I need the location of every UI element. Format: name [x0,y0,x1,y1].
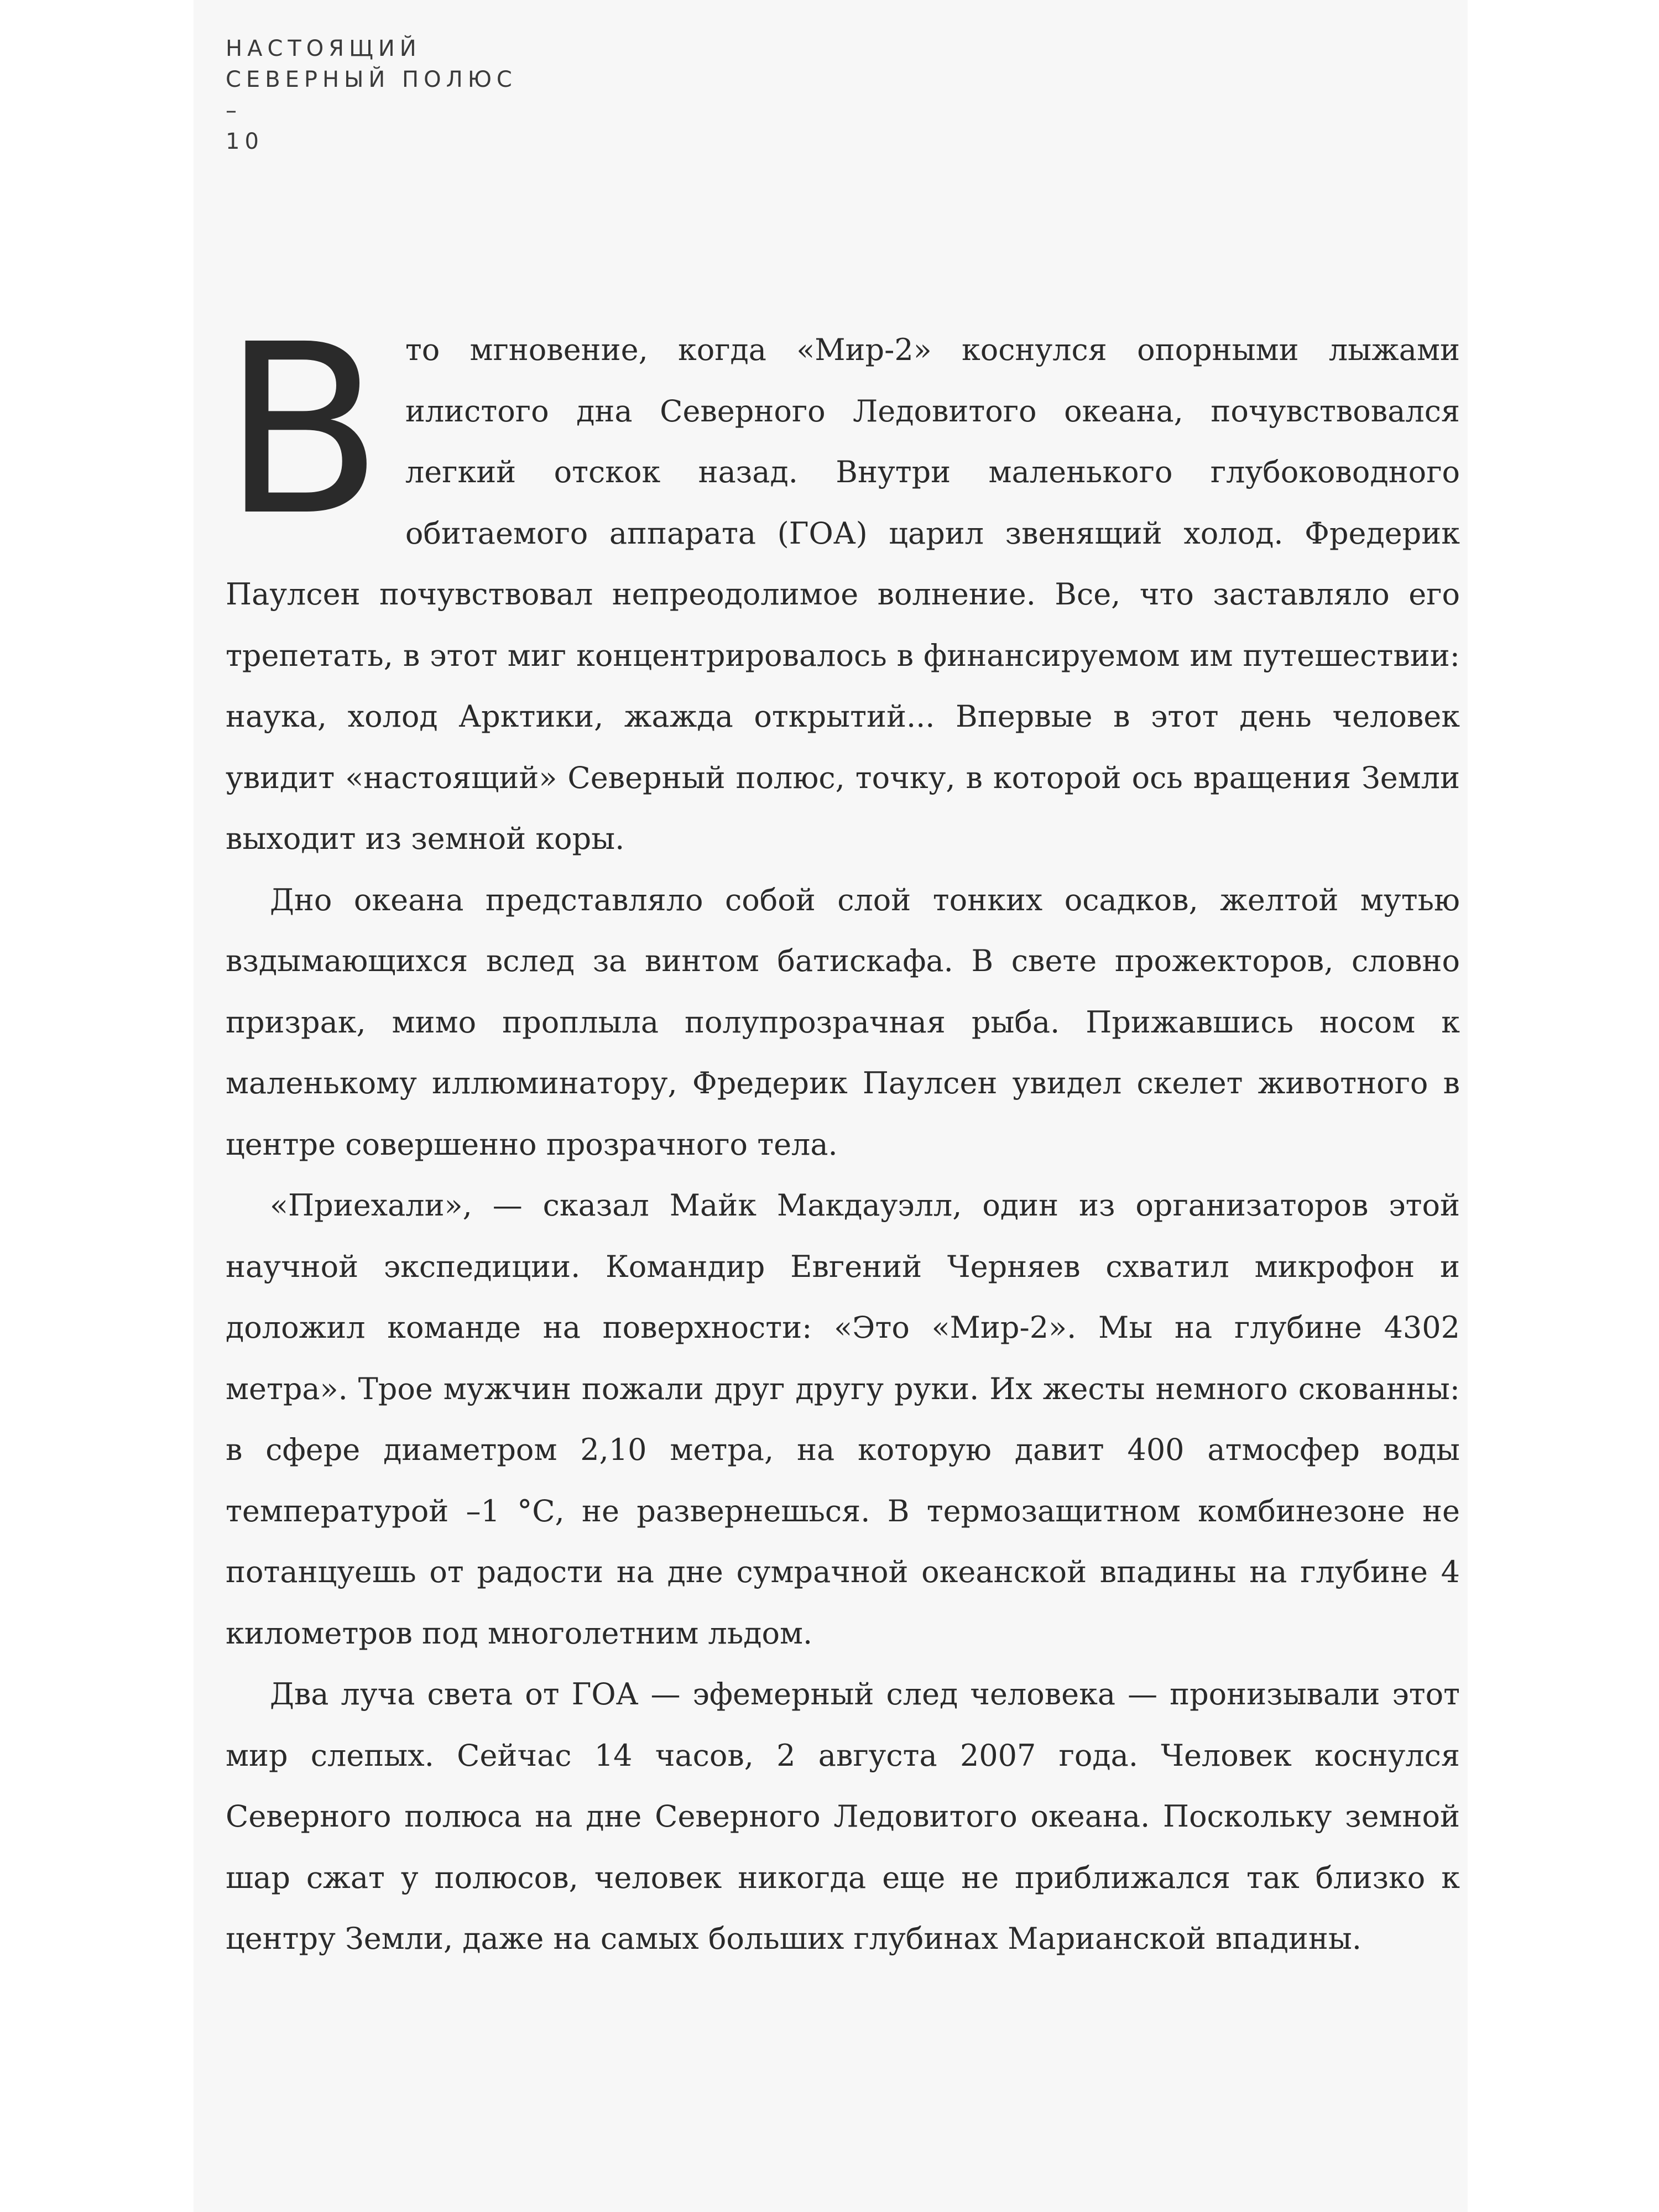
paragraph-2: Дно океана представляло собой слой тонких осадков, желтой мутью вздымающихся вслед за винтом батискафа. В свете прожекторов, словно призрак, мимо проплыла полупрозрачная рыба. Прижавшись носом к маленькому иллюминатору, Фредерик Паулсен увидел скелет животного в центре совершенно прозрачного тела. [226,882,1460,1162]
running-head-dash: – [226,98,237,123]
body-text [222,294,1460,1970]
book-page [194,0,1468,2212]
paragraph-4: Два луча света от ГОА — эфемерный след человека — пронизывали этот мир слепых. Сейчас 14 часов, 2 августа 2007 года. Человек коснулся Северного полюса на дне Северного Ледовитого океана. Поскольку земной шар сжат у полюсов, человек никогда еще не приближался так близко к центру Земли, даже на самых больших глубинах Марианской впадины. [226,1677,1460,1956]
running-head-title-line2: СЕВЕРНЫЙ ПОЛЮС [226,67,517,92]
drop-cap: В [222,294,383,567]
running-head [226,33,517,157]
paragraph-1 [222,294,1460,870]
page-number: 10 [226,129,264,154]
paragraph-3: «Приехали», — сказал Майк Макдауэлл, один из организаторов этой научной экспедиции. Командир Евгений Черняев схватил микрофон и доложил команде на поверхности: «Это «Мир-2». Мы на глубине 4302 метра». Трое мужчин пожали друг другу руки. Их жесты немного скованны: в сфере диаметром 2,10 метра, на которую давит 400 атмосфер воды температурой –1 °С, не развернешься. В термозащитном комбинезоне не потанцуешь от радости на дне сумрачной океанской впадины на глубине 4 километров под многолетним льдом. [226,1188,1460,1651]
paragraph-1-text: то мгновение, когда «Мир-2» коснулся опорными лыжами илистого дна Северного Ледовитого океана, почувствовался легкий отскок назад. Внутри маленького глубоководного обитаемого аппарата (ГОА) царил звенящий холод. Фредерик Паулсен почувствовал непреодолимое волнение. Все, что заставляло его трепетать, в этот миг концентрировалось в финансируемом им путешествии: наука, холод Арктики, жажда открытий... Впервые в этот день человек увидит «настоящий» Северный полюс, точку, в которой ось вращения Земли выходит из земной коры. [226,332,1460,856]
running-head-title-line1: НАСТОЯЩИЙ [226,36,421,61]
